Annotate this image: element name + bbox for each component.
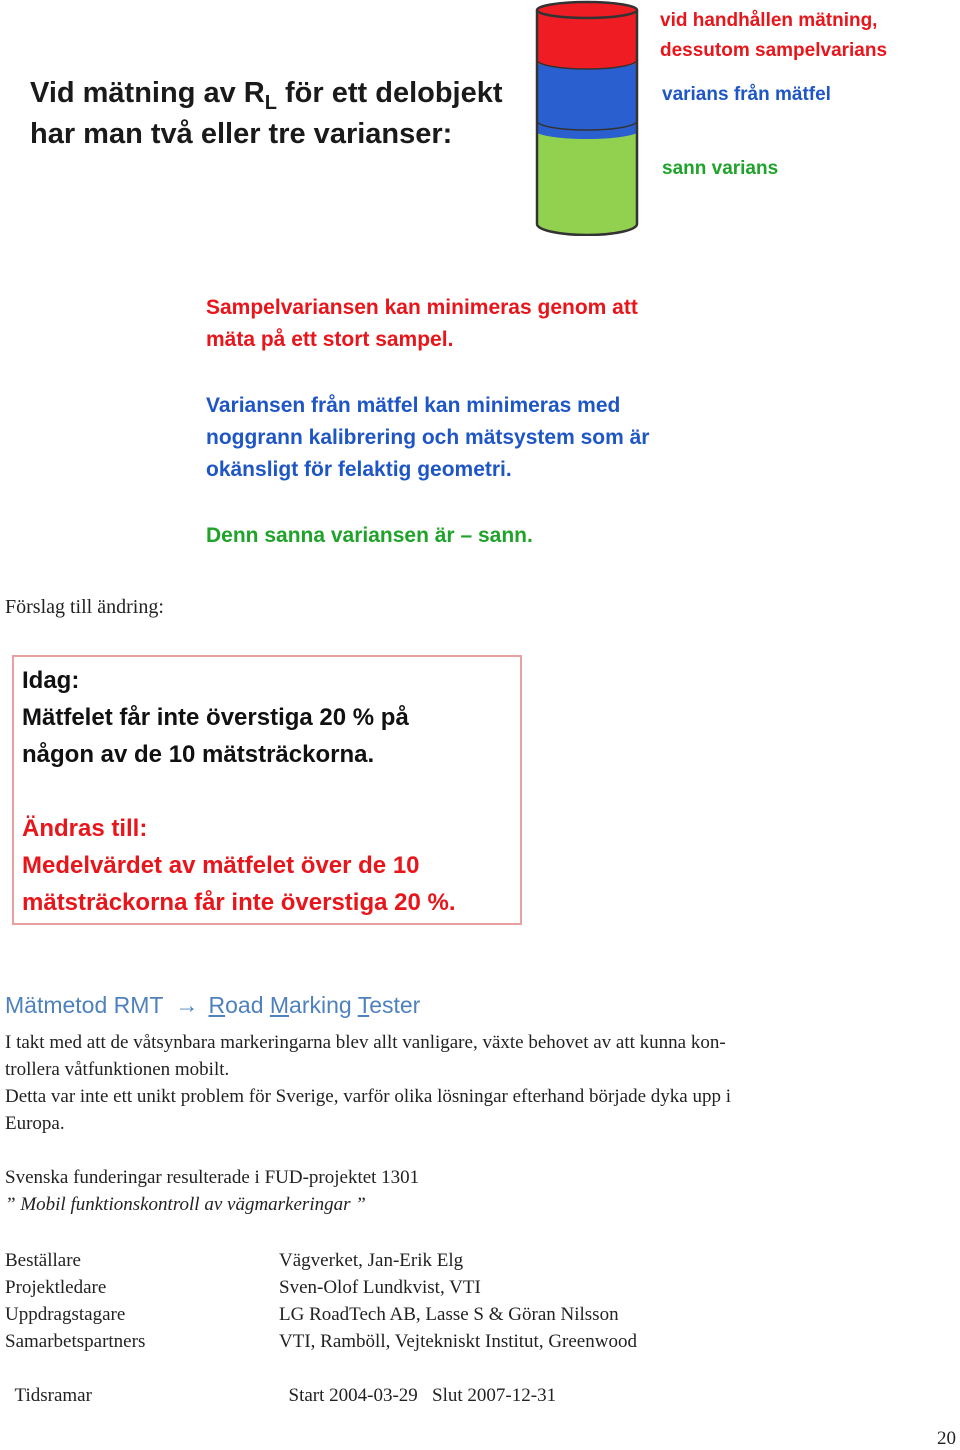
variance-cylinder	[534, 0, 640, 236]
row-label: Projektledare	[5, 1277, 107, 1298]
box-today-text: Idag: Mätfelet får inte överstiga 20 % på någon av de 10 mätsträckorna.	[22, 667, 409, 768]
row-value: LG RoadTech AB, Lasse S & Göran Nilsson	[279, 1304, 619, 1325]
sample-variance-note: Sampelvariansen kan minimeras genom att mäta på ett stort sampel.	[206, 296, 638, 351]
row-value: VTI, Ramböll, Vejtekniskt Institut, Greenwood	[279, 1331, 637, 1352]
table-row	[5, 1355, 556, 1409]
row-value: Sven-Olof Lundkvist, VTI	[279, 1277, 481, 1298]
legend-red-label: vid handhållen mätning, dessutom sampelvarians	[660, 10, 888, 61]
paragraph-3: Svenska funderingar resulterade i FUD-projektet 1301 ” Mobil funktionskontroll av vägmarkeringar ”	[5, 1167, 420, 1215]
paragraph-2: Detta var inte ett unikt problem för Sverige, varför olika lösningar efterhand började dyka upp i Europa.	[5, 1086, 731, 1134]
arrow-right-icon: →	[175, 992, 199, 1018]
variance-heading: Vid mätning av $R_L$ för ett delobjekt har man två eller tre varianser:	[30, 77, 503, 150]
section-title: Mätmetod RMT → Road Marking Tester	[5, 992, 421, 1018]
table-row	[5, 1328, 637, 1355]
measurement-error-note: Variansen från mätfel kan minimeras med noggrann kalibrering och mätsystem som är okänsligt för felaktig geometri.	[206, 394, 650, 481]
proposal-label: Förslag till ändring:	[5, 596, 164, 618]
row-value: Vägverket, Jan-Erik Elg	[279, 1250, 464, 1271]
row-label: Beställare	[5, 1250, 81, 1271]
legend-green-label: sann varians	[662, 158, 779, 179]
table-row	[5, 1274, 481, 1301]
legend-blue-label: varians från mätfel	[662, 84, 831, 105]
row-label: Tidsramar	[14, 1385, 92, 1406]
row-label: Samarbetspartners	[5, 1331, 146, 1352]
true-variance-note: Denn sanna variansen är – sann.	[206, 524, 533, 547]
page-number: 20	[937, 1428, 956, 1449]
row-label: Uppdragstagare	[5, 1304, 126, 1325]
paragraph-1: I takt med att de våtsynbara markeringarna blev allt vanligare, växte behovet av att kunna kon- trollera våtfunktionen mobilt.	[5, 1032, 726, 1080]
box-change-text: Ändras till: Medelvärdet av mätfelet över de 10 mätsträckorna får inte överstiga 20 %.	[22, 815, 456, 916]
row-value: Start 2004-03-29 Slut 2007-12-31	[288, 1385, 557, 1406]
table-row	[5, 1301, 619, 1328]
table-row	[5, 1247, 463, 1274]
